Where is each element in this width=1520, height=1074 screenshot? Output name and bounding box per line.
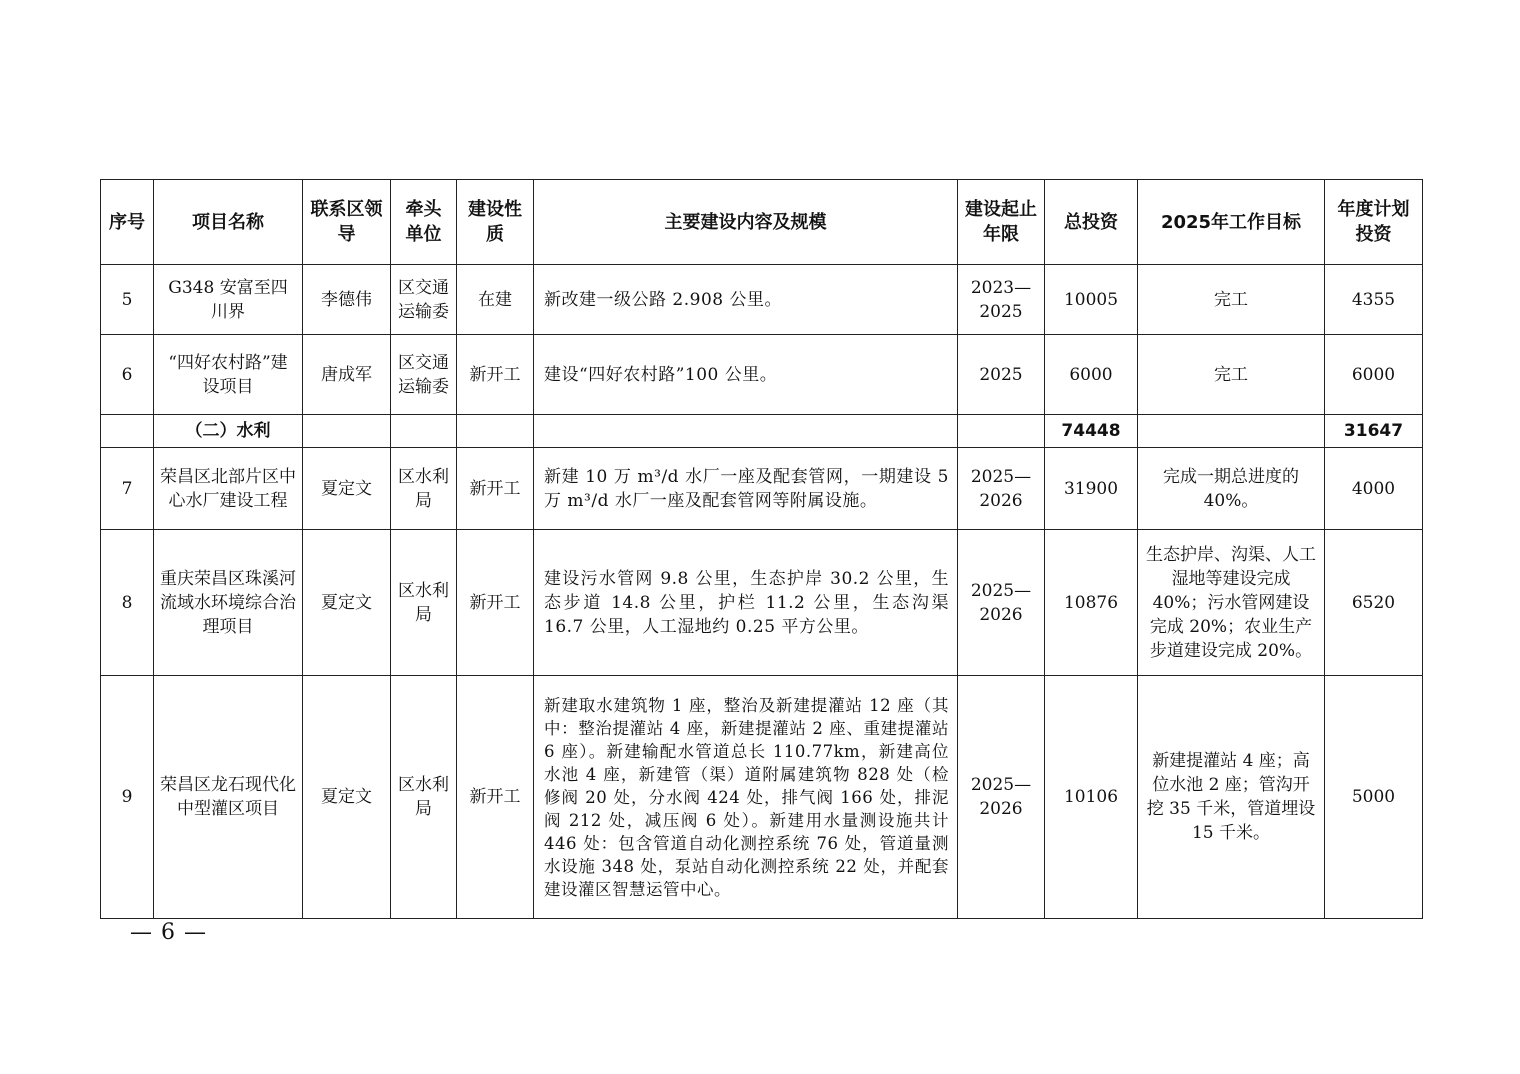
cell-target: 生态护岸、沟渠、人工湿地等建设完成 40%；污水管网建设完成 20%；农业生产步道建设完成 20%。 xyxy=(1138,530,1325,676)
cell-name: “四好农村路”建设项目 xyxy=(154,335,303,415)
cell-annual: 5000 xyxy=(1325,676,1423,919)
group-row xyxy=(101,415,1423,448)
table-row xyxy=(101,335,1423,415)
cell-unit: 区交通运输委 xyxy=(391,335,457,415)
cell-total: 31900 xyxy=(1045,448,1138,530)
cell-nature: 新开工 xyxy=(457,530,534,676)
cell-seq: 6 xyxy=(101,335,154,415)
table-row xyxy=(101,676,1423,919)
cell-target: 完工 xyxy=(1138,265,1325,335)
project-table xyxy=(100,179,1423,919)
cell-content: 建设“四好农村路”100 公里。 xyxy=(534,335,958,415)
cell-total: 10876 xyxy=(1045,530,1138,676)
cell-seq: 5 xyxy=(101,265,154,335)
cell-target: 完工 xyxy=(1138,335,1325,415)
cell-period: 2025 xyxy=(958,335,1045,415)
cell-leader: 夏定文 xyxy=(303,530,391,676)
table-row xyxy=(101,265,1423,335)
header-name: 项目名称 xyxy=(154,180,303,265)
table-row xyxy=(101,530,1423,676)
cell-total: 6000 xyxy=(1045,335,1138,415)
cell-name: 荣昌区北部片区中心水厂建设工程 xyxy=(154,448,303,530)
page-number: — 6 — xyxy=(130,920,207,945)
cell-nature: 新开工 xyxy=(457,676,534,919)
group-total: 74448 xyxy=(1045,415,1138,448)
header-total-invest: 总投资 xyxy=(1045,180,1138,265)
cell-target: 完成一期总进度的 40%。 xyxy=(1138,448,1325,530)
header-content: 主要建设内容及规模 xyxy=(534,180,958,265)
cell-content: 建设污水管网 9.8 公里，生态护岸 30.2 公里，生态步道 14.8 公里，护栏 11.2 公里，生态沟渠 16.7 公里，人工湿地约 0.25 平方公里。 xyxy=(534,530,958,676)
cell-period: 2025—2026 xyxy=(958,530,1045,676)
cell-unit: 区交通运输委 xyxy=(391,265,457,335)
cell-annual: 6520 xyxy=(1325,530,1423,676)
cell-period: 2025—2026 xyxy=(958,676,1045,919)
cell-unit: 区水利局 xyxy=(391,448,457,530)
cell-nature: 新开工 xyxy=(457,335,534,415)
cell-seq: 9 xyxy=(101,676,154,919)
cell-leader: 李德伟 xyxy=(303,265,391,335)
cell-period: 2023—2025 xyxy=(958,265,1045,335)
cell-unit: 区水利局 xyxy=(391,530,457,676)
cell-name: G348 安富至四川界 xyxy=(154,265,303,335)
cell-leader: 夏定文 xyxy=(303,448,391,530)
cell-leader: 夏定文 xyxy=(303,676,391,919)
cell-content: 新改建一级公路 2.908 公里。 xyxy=(534,265,958,335)
header-leader: 联系区领导 xyxy=(303,180,391,265)
group-annual: 31647 xyxy=(1325,415,1423,448)
cell-target: 新建提灌站 4 座；高位水池 2 座；管沟开挖 35 千米，管道埋设 15 千米。 xyxy=(1138,676,1325,919)
cell-seq: 8 xyxy=(101,530,154,676)
header-nature: 建设性质 xyxy=(457,180,534,265)
header-annual-invest: 年度计划投资 xyxy=(1325,180,1423,265)
cell-leader: 唐成军 xyxy=(303,335,391,415)
group-name: （二）水利 xyxy=(154,415,303,448)
table-row xyxy=(101,448,1423,530)
cell-annual: 4000 xyxy=(1325,448,1423,530)
header-seq: 序号 xyxy=(101,180,154,265)
cell-nature: 新开工 xyxy=(457,448,534,530)
cell-unit: 区水利局 xyxy=(391,676,457,919)
cell-total: 10106 xyxy=(1045,676,1138,919)
cell-name: 荣昌区龙石现代化中型灌区项目 xyxy=(154,676,303,919)
cell-seq: 7 xyxy=(101,448,154,530)
cell-content: 新建取水建筑物 1 座，整治及新建提灌站 12 座（其中：整治提灌站 4 座，新建提灌站 2 座、重建提灌站 6 座）。新建输配水管道总长 110.77km，新建高位水池 4 座，新建管（渠）道附属建筑物 828 处（检修阀 20 处，分水阀 424 处，排气阀 166 处，排泥阀 212 处，减压阀 6 处）。新建用水量测设施共计 446 处：包含管道自动化测控系统 76 处，管道量测水设施 348 处，泵站自动化测控系统 22 处，并配套建设灌区智慧运管中心。 xyxy=(534,676,958,919)
cell-period: 2025—2026 xyxy=(958,448,1045,530)
cell-content: 新建 10 万 m³/d 水厂一座及配套管网，一期建设 5 万 m³/d 水厂一座及配套管网等附属设施。 xyxy=(534,448,958,530)
cell-annual: 6000 xyxy=(1325,335,1423,415)
header-period: 建设起止年限 xyxy=(958,180,1045,265)
cell-annual: 4355 xyxy=(1325,265,1423,335)
group-seq xyxy=(101,415,154,448)
cell-nature: 在建 xyxy=(457,265,534,335)
header-row xyxy=(101,180,1423,265)
cell-total: 10005 xyxy=(1045,265,1138,335)
header-lead-unit: 牵头单位 xyxy=(391,180,457,265)
cell-name: 重庆荣昌区珠溪河流域水环境综合治理项目 xyxy=(154,530,303,676)
header-target: 2025年工作目标 xyxy=(1138,180,1325,265)
